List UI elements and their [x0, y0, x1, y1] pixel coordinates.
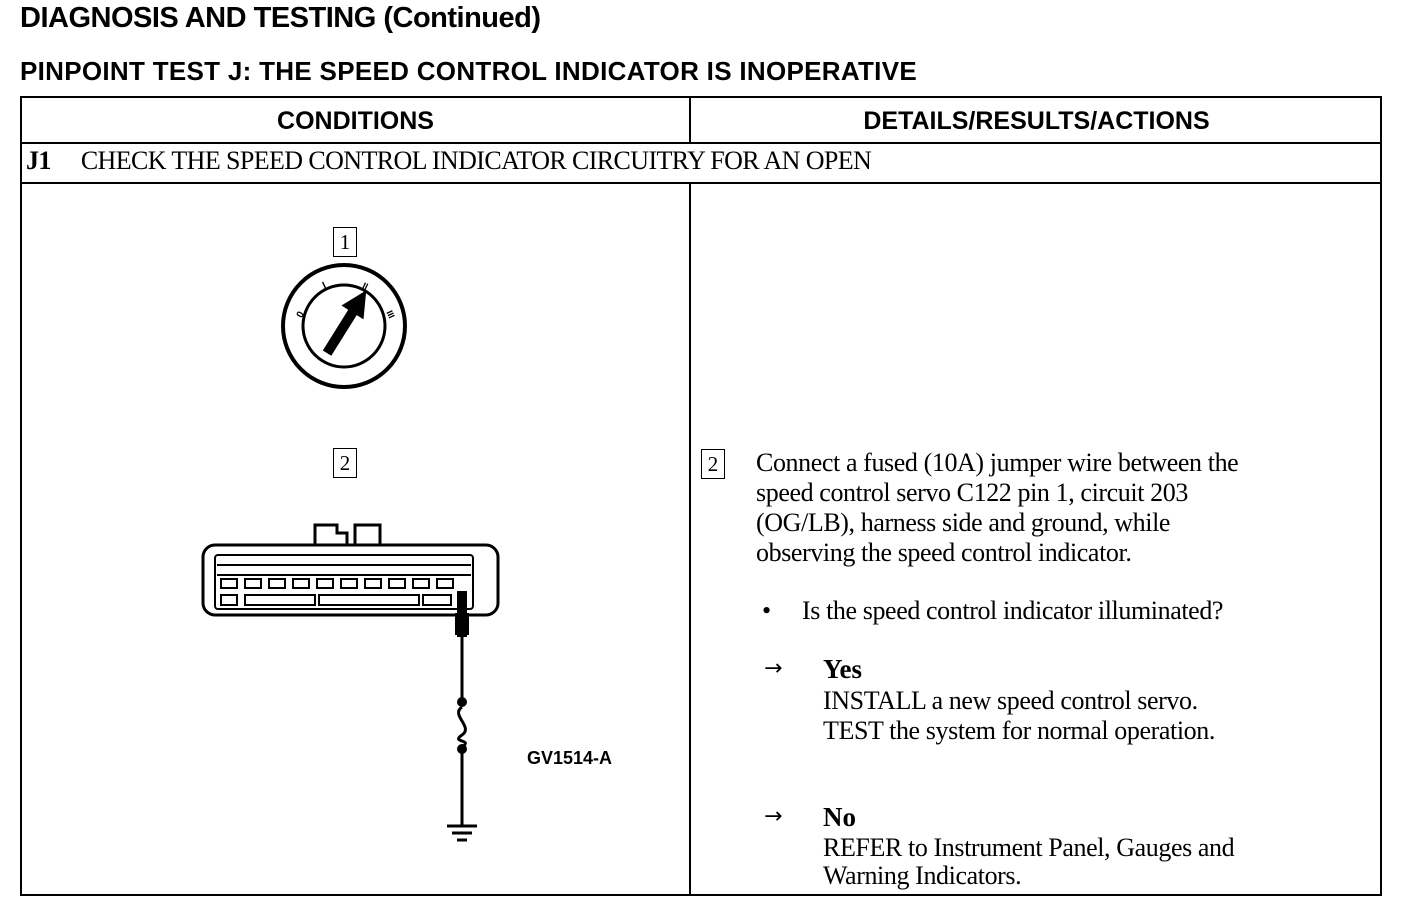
column-divider — [689, 184, 691, 896]
row-divider — [22, 142, 1380, 144]
callout-2-badge-details: 2 — [701, 449, 725, 479]
step-title-row — [26, 146, 871, 176]
ignition-key-arrow — [316, 283, 377, 360]
no-arrow-icon: → — [764, 804, 783, 829]
ground-symbol — [447, 826, 477, 840]
page-title: DIAGNOSIS AND TESTING (Continued) — [20, 2, 541, 34]
switch-position-label: II — [360, 280, 370, 292]
yes-label: Yes — [823, 654, 862, 684]
figure-code: GV1514-A — [527, 748, 613, 768]
switch-position-label: III — [384, 308, 397, 320]
callout-1-badge: 1 — [333, 227, 357, 257]
yes-arrow-icon: → — [764, 656, 783, 681]
ignition-switch-figure — [280, 262, 410, 392]
instruction-line: Connect a fused (10A) jumper wire between the — [756, 448, 1239, 477]
connector-face — [215, 555, 473, 609]
instruction-text — [756, 448, 1376, 568]
no-action-line: REFER to Instrument Panel, Gauges and — [823, 833, 1235, 862]
bullet-dot: • — [762, 596, 771, 625]
yes-action-text — [823, 686, 1215, 746]
connector-pin-cavities — [221, 579, 453, 605]
instruction-line: speed control servo C122 pin 1, circuit 203 — [756, 478, 1188, 507]
switch-position-label: 0 — [294, 309, 307, 320]
callout-2-badge: 2 — [333, 448, 357, 478]
instruction-line: observing the speed control indicator. — [756, 538, 1132, 567]
no-label: No — [823, 802, 856, 832]
pinpoint-test-title: PINPOINT TEST J: THE SPEED CONTROL INDICATOR IS INOPERATIVE — [20, 56, 917, 86]
switch-position-label: I — [320, 280, 329, 292]
step-title: CHECK THE SPEED CONTROL INDICATOR CIRCUITRY FOR AN OPEN — [80, 146, 872, 175]
question-text: Is the speed control indicator illuminated? — [802, 596, 1224, 625]
no-action-text — [823, 834, 1234, 890]
connector-latch — [355, 525, 380, 545]
step-id: J1 — [26, 146, 51, 175]
fuse-symbol — [459, 707, 466, 747]
servo-connector-figure — [195, 515, 505, 845]
yes-action-line: INSTALL a new speed control servo. — [823, 686, 1198, 715]
instruction-line: (OG/LB), harness side and ground, while — [756, 508, 1171, 537]
no-action-line: Warning Indicators. — [823, 861, 1022, 890]
yes-action-line: TEST the system for normal operation. — [823, 716, 1215, 745]
column-divider — [689, 98, 691, 142]
question-item — [762, 596, 1223, 626]
conditions-column-header: CONDITIONS — [277, 107, 434, 135]
connector-latch — [315, 525, 347, 545]
row-divider — [22, 182, 1380, 184]
details-column-header: DETAILS/RESULTS/ACTIONS — [863, 107, 1210, 135]
